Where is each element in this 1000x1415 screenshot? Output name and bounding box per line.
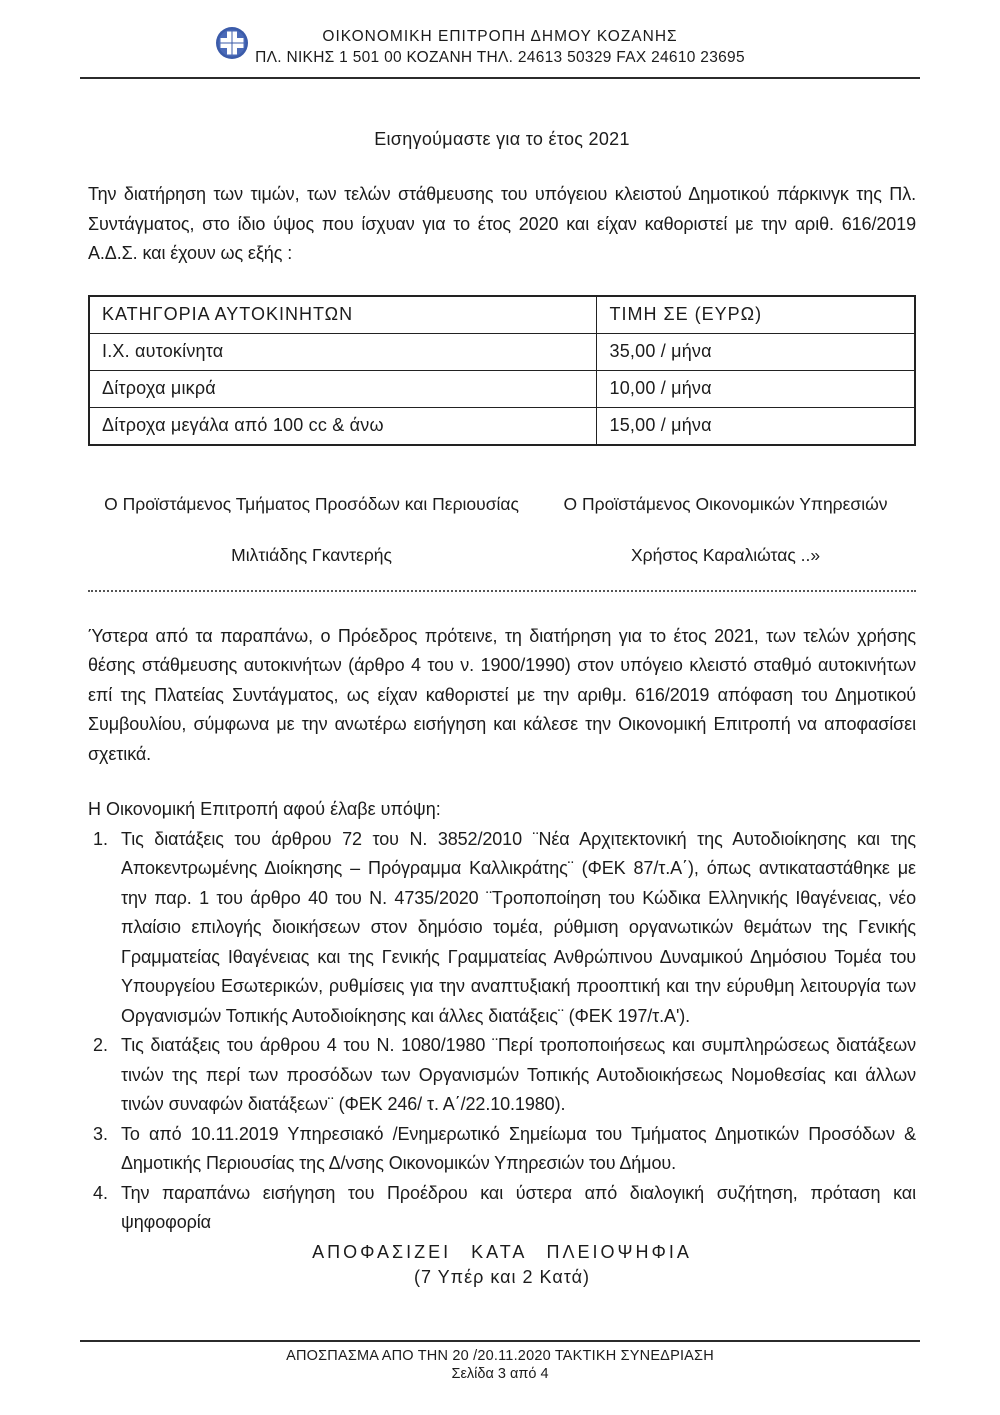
item-text: Την παραπάνω εισήγηση του Προέδρου και ύστερα από διαλογική συζήτηση, πρόταση και ψηφοφορία bbox=[121, 1182, 916, 1232]
table-cell-category: Δίτροχα μεγάλα από 100 cc & άνω bbox=[89, 407, 597, 445]
dotted-divider bbox=[88, 590, 916, 592]
considerations-intro: Η Οικονομική Επιτροπή αφού έλαβε υπόψη: bbox=[88, 799, 441, 819]
consideration-item-2 bbox=[88, 1031, 916, 1120]
table-header-category: ΚΑΤΗΓΟΡΙΑ ΑΥΤΟΚΙΝΗΤΩΝ bbox=[89, 296, 597, 334]
municipality-emblem-icon bbox=[215, 26, 249, 60]
item-number: 3. bbox=[93, 1123, 109, 1144]
item-number: 2. bbox=[93, 1035, 109, 1055]
signatures-row bbox=[88, 494, 916, 566]
item-text: Το από 10.11.2019 Υπηρεσιακό /Ενημερωτικό Σημείωμα του Τμήματος Δημοτικών Προσόδων & Δημοτικής Περιουσίας της Δ/νσης Οικονομικών Υπηρεσιών του Δήμου. bbox=[121, 1123, 916, 1173]
item-text: Τις διατάξεις του άρθρου 72 του Ν. 3852/2010 ¨Νέα Αρχιτεκτονική της Αυτοδιοίκησης και της Αποκεντρωμένης Διοίκησης – Πρόγραμμα Καλλικράτης¨ (ΦΕΚ 87/τ.Α΄), όπως αντικαταστάθηκε με την παρ. 1 του άρθρο 40 του Ν. 4735/2020 ¨Τροποποίηση του Κώδικα Ελληνικής Ιθαγένειας, νέο πλαίσιο επιλογής διοικήσεων στον δημόσιο τομέα, ρύθμιση οργανωτικών θεμάτων της Γενικής Γραμματείας Ιθαγένειας και της Γενικής Γραμματείας Ανθρώπινου Δυναμικού Δημόσιου Τομέα του Υπουργείου Εσωτερικών, ρυθμίσεις για την αναπτυξιακή προοπτική και την εύρυθμη λειτουργία των Οργανισμών Τοπικής Αυτοδιοίκησης και άλλες διατάξεις¨ (ΦΕΚ 197/τ.Α'). bbox=[121, 828, 916, 1026]
table-header-row bbox=[89, 296, 915, 334]
table-row bbox=[89, 370, 915, 407]
document-header bbox=[0, 0, 1000, 79]
table-cell-price: 15,00 / μήνα bbox=[597, 407, 915, 445]
footer-session-line: ΑΠΟΣΠΑΣΜΑ ΑΠΟ ΤΗΝ 20 /20.11.2020 ΤΑΚΤΙΚΗ ΣΥΝΕΔΡΙΑΣΗ bbox=[286, 1348, 714, 1364]
document-footer bbox=[80, 1340, 920, 1382]
signature-block-financial-services bbox=[535, 494, 916, 566]
consideration-item-1 bbox=[88, 825, 916, 1032]
table-row bbox=[89, 407, 915, 445]
signature-title: Ο Προϊστάμενος Τμήματος Προσόδων και Περιουσίας bbox=[104, 493, 519, 514]
signature-title: Ο Προϊστάμενος Οικονομικών Υπηρεσιών bbox=[563, 493, 888, 514]
document-title: Εισηγούμαστε για το έτος 2021 bbox=[374, 129, 630, 149]
proposal-paragraph: Ύστερα από τα παραπάνω, ο Πρόεδρος πρότεινε, τη διατήρηση για το έτος 2021, των τελών χρήσης θέσης στάθμευσης αυτοκινήτων (άρθρο 4 του ν. 1900/1990) στον υπόγειο κλειστό σταθμό αυτοκινήτων επί της Πλατείας Συντάγματος, ως είχαν καθοριστεί με την αριθμ. 616/2019 απόφαση του Δημοτικού Συμβουλίου, σύμφωνα με την ανωτέρω εισήγηση και κάλεσε την Οικονομική Επιτροπή να αποφασίσει σχετικά. bbox=[88, 625, 916, 764]
item-number: 4. bbox=[93, 1182, 109, 1203]
header-address-line: ΠΛ. ΝΙΚΗΣ 1 501 00 ΚΟΖΑΝΗ ΤΗΛ. 24613 50329 FAX 24610 23695 bbox=[255, 49, 745, 66]
footer-page-number: Σελίδα 3 από 4 bbox=[451, 1366, 549, 1382]
header-org-line: ΟΙΚΟΝΟΜΙΚΗ ΕΠΙΤΡΟΠΗ ΔΗΜΟΥ ΚΟΖΑΝΗΣ bbox=[322, 28, 678, 45]
document-body bbox=[0, 129, 1000, 1288]
decision-heading: ΑΠΟΦΑΣΙΖΕΙ ΚΑΤΑ ΠΛΕΙΟΨΗΦΙΑ bbox=[312, 1241, 692, 1262]
consideration-item-4 bbox=[88, 1179, 916, 1238]
consideration-item-3 bbox=[88, 1120, 916, 1179]
parking-fees-table bbox=[88, 295, 916, 446]
signature-name: Μιλτιάδης Γκαντερής bbox=[231, 544, 392, 565]
item-number: 1. bbox=[93, 828, 109, 849]
table-cell-category: Δίτροχα μικρά bbox=[89, 370, 597, 407]
table-cell-price: 10,00 / μήνα bbox=[597, 370, 915, 407]
table-cell-price: 35,00 / μήνα bbox=[597, 333, 915, 370]
signature-name: Χρήστος Καραλιώτας ..» bbox=[631, 544, 821, 565]
signature-block-revenue-dept bbox=[88, 494, 535, 566]
item-text: Τις διατάξεις του άρθρου 4 του Ν. 1080/1980 ¨Περί τροποποιήσεως και συμπληρώσεως διατάξεων τινών της περί των προσόδων των Οργανισμών Τοπικής Αυτοδιοικήσεως Νομοθεσίας και άλλων τινών συναφών διατάξεων¨ (ΦΕΚ 246/ τ. Α΄/22.10.1980). bbox=[121, 1035, 916, 1114]
table-cell-category: Ι.Χ. αυτοκίνητα bbox=[89, 333, 597, 370]
header-divider bbox=[80, 77, 920, 79]
table-header-price: ΤΙΜΗ ΣΕ (ΕΥΡΩ) bbox=[597, 296, 915, 334]
decision-vote-count: (7 Υπέρ και 2 Κατά) bbox=[413, 1266, 591, 1287]
table-row bbox=[89, 333, 915, 370]
intro-paragraph: Την διατήρηση των τιμών, των τελών στάθμευσης του υπόγειου κλειστού Δημοτικού πάρκινγκ της Πλ. Συντάγματος, στο ίδιο ύψος που ίσχυαν για το έτος 2020 και είχαν καθοριστεί με την αριθ. 616/2019 Α.Δ.Σ. και έχουν ως εξής : bbox=[88, 184, 916, 263]
